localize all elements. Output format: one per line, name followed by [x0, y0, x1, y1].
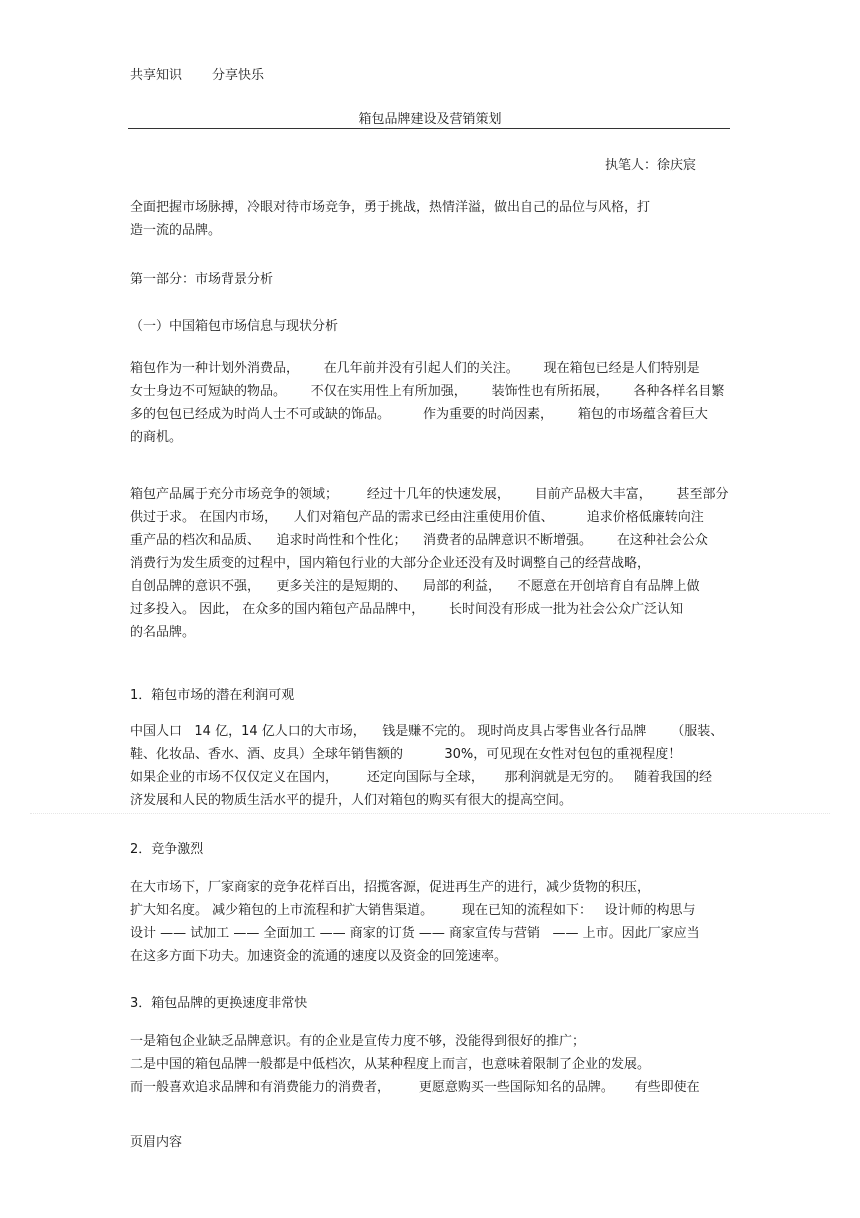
text-line: 中国人口 14 亿，14 亿人口的大市场， 钱是赚不完的。 现时尚皮具占零售业各行品牌 （服装、 [130, 724, 724, 739]
text-line: 过多投入。 因此， 在众多的国内箱包产品品牌中， 长时间没有形成一批为社会公众广泛认知 [130, 602, 684, 617]
text-line: 一是箱包企业缺乏品牌意识。有的企业是宣传力度不够，没能得到很好的推广； [130, 1034, 586, 1049]
subsection-heading-3: 3．箱包品牌的更换速度非常快 [130, 996, 308, 1011]
text-line: 设计 —— 试加工 —— 全面加工 —— 商家的订货 —— 商家宣传与营销 —— 上市。因此厂家应当 [130, 926, 700, 941]
text-line: 二是中国的箱包品牌一般都是中低档次，从某种程度上而言，也意味着限制了企业的发展。 [130, 1057, 651, 1072]
text-line: 女士身边不可短缺的物品。 不仅在实用性上有所加强， 装饰性也有所拓展， 各种各样名目繁 [130, 384, 725, 399]
text-line: 的商机。 [130, 430, 183, 445]
header-text-share-happiness: 分享快乐 [212, 68, 265, 83]
part1-heading: 第一部分：市场背景分析 [130, 272, 274, 287]
text-line: 消费行为发生质变的过程中，国内箱包行业的大部分企业还没有及时调整自己的经营战略， [130, 556, 651, 571]
text-line: 箱包产品属于充分市场竞争的领域； 经过十几年的快速发展， 目前产品极大丰富， 甚至部分 [130, 487, 729, 502]
text-line: 供过于求。 在国内市场， 人们对箱包产品的需求已经由注重使用价值、 追求价格低廉转向注 [130, 510, 704, 525]
text-line: 造一流的品牌。 [130, 223, 222, 238]
text-line: 重产品的档次和品质、 追求时尚性和个性化； 消费者的品牌意识不断增强。 在这种社会公众 [130, 533, 708, 548]
header-text-share-knowledge: 共享知识 [130, 68, 183, 83]
document-title: 箱包品牌建设及营销策划 [358, 112, 502, 127]
paragraph-3 [130, 720, 730, 812]
text-line: 自创品牌的意识不强， 更多关注的是短期的、 局部的利益， 不愿意在开创培育自有品牌上做 [130, 579, 700, 594]
subsection-heading-1: 1．箱包市场的潜在利润可观 [130, 688, 295, 703]
text-line: 的名品牌。 [130, 625, 196, 640]
paragraph-5 [130, 1030, 730, 1099]
author-line: 执笔人：徐庆宸 [604, 158, 696, 173]
page-footer: 页眉内容 [130, 1135, 183, 1150]
subsection-heading-2: 2．竞争激烈 [130, 842, 204, 857]
paragraph-2 [130, 483, 730, 644]
text-line: 箱包作为一种计划外消费品， 在几年前并没有引起人们的关注。 现在箱包已经是人们特别是 [130, 361, 700, 376]
paragraph-4 [130, 876, 730, 968]
title-underline [128, 128, 730, 129]
intro-paragraph [130, 196, 730, 242]
text-line: 鞋、化妆品、香水、酒、皮具）全球年销售额的 30%，可见现在女性对包包的重视程度！ [130, 747, 682, 762]
text-line: 在这多方面下功夫。加速资金的流通的速度以及资金的回笼速率。 [130, 949, 508, 964]
text-line: 济发展和人民的物质生活水平的提升，人们对箱包的购买有很大的提高空间。 [130, 793, 573, 808]
text-line: 全面把握市场脉搏，冷眼对待市场竞争，勇于挑战，热情洋溢，做出自己的品位与风格，打 [130, 200, 651, 215]
text-line: 如果企业的市场不仅仅定义在国内， 还定向国际与全球， 那利润就是无穷的。 随着我国的经 [130, 770, 712, 785]
paragraph-1 [130, 357, 730, 449]
text-line: 而一般喜欢追求品牌和有消费能力的消费者， 更愿意购买一些国际知名的品牌。 有些即使在 [130, 1080, 700, 1095]
text-line: 扩大知名度。 减少箱包的上市流程和扩大销售渠道。 现在已知的流程如下： 设计师的构思与 [130, 903, 696, 918]
text-line: 在大市场下，厂家商家的竞争花样百出，招揽客源，促进再生产的进行，减少货物的积压， [130, 880, 651, 895]
section1-heading: （一）中国箱包市场信息与现状分析 [130, 319, 339, 334]
page-break-divider [30, 813, 830, 814]
page-header [130, 64, 264, 83]
text-line: 多的包包已经成为时尚人士不可或缺的饰品。 作为重要的时尚因素， 箱包的市场蕴含着巨大 [130, 407, 708, 422]
